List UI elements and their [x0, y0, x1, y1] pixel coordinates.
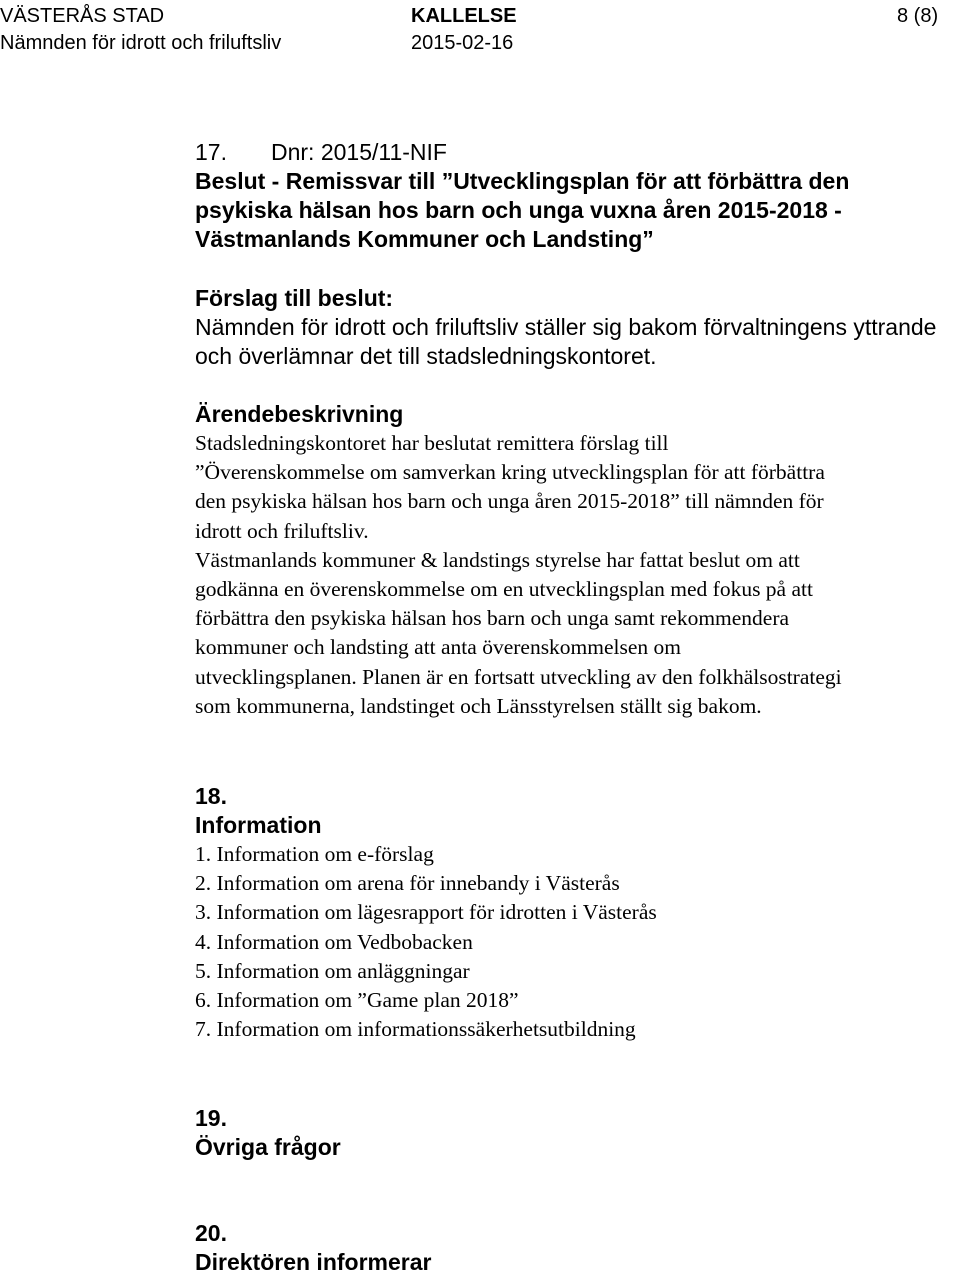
item20-number: 20. [195, 1220, 227, 1246]
information-list-item: 7. Information om informationssäkerhetsutbildning [195, 1017, 636, 1042]
proposal-heading: Förslag till beslut: [195, 285, 394, 311]
information-list-item: 5. Information om anläggningar [195, 958, 470, 983]
information-list-item: 4. Information om Vedbobacken [195, 929, 473, 954]
proposal-text [195, 313, 936, 371]
item19-title: Övriga frågor [195, 1134, 341, 1160]
item17-title-line: Västmanlands Kommuner och Landsting” [195, 226, 654, 252]
item18-number: 18. [195, 783, 227, 809]
description-line: godkänna en överenskommelse om en utvecklingsplan med fokus på att [195, 577, 813, 602]
item17-title-line: Beslut - Remissvar till ”Utvecklingsplan för att förbättra den [195, 168, 850, 194]
item17-title [195, 167, 849, 254]
description-line: förbättra den psykiska hälsan hos barn och unga samt rekommendera [195, 606, 790, 631]
description-line: Västmanlands kommuner & landstings styrelse har fattat beslut om att [195, 547, 800, 572]
description-line: idrott och friluftsliv. [195, 518, 369, 543]
description-line: utvecklingsplanen. Planen är en fortsatt utveckling av den folkhälsostrategi [195, 664, 842, 689]
item20-title: Direktören informerar [195, 1249, 432, 1275]
header-org: VÄSTERÅS STAD [0, 5, 165, 27]
description-heading: Ärendebeskrivning [195, 401, 404, 427]
item17-dnr: Dnr: 2015/11-NIF [271, 139, 447, 165]
header-date: 2015-02-16 [411, 32, 514, 54]
information-list-item: 2. Information om arena för innebandy i Västerås [195, 871, 620, 896]
header-page-number: 8 (8) [897, 5, 939, 27]
description-line: som kommunerna, landstinget och Länsstyrelsen ställt sig bakom. [195, 693, 762, 718]
description-line: ”Överenskommelse om samverkan kring utvecklingsplan för att förbättra [195, 460, 825, 485]
information-list-item: 3. Information om lägesrapport för idrotten i Västerås [195, 900, 657, 925]
item18-title: Information [195, 812, 322, 838]
description-line: kommuner och landsting att anta överenskommelsen om [195, 635, 682, 660]
description-text [195, 429, 842, 721]
information-list-item: 6. Information om ”Game plan 2018” [195, 988, 519, 1013]
header-doc-type: KALLELSE [411, 5, 517, 27]
information-list [195, 840, 657, 1044]
header-committee: Nämnden för idrott och friluftsliv [0, 32, 282, 54]
information-list-item: 1. Information om e-förslag [195, 842, 434, 866]
proposal-line: Nämnden för idrott och friluftsliv ställer sig bakom förvaltningens yttrande [195, 314, 937, 340]
item17-title-line: psykiska hälsan hos barn och unga vuxna åren 2015-2018 - [195, 197, 842, 223]
proposal-line: och överlämnar det till stadsledningskontoret. [195, 343, 657, 369]
description-line: den psykiska hälsan hos barn och unga åren 2015-2018” till nämnden för [195, 489, 824, 514]
item19-number: 19. [195, 1105, 227, 1131]
description-line: Stadsledningskontoret har beslutat remittera förslag till [195, 431, 669, 455]
item17-number: 17. [195, 139, 227, 165]
